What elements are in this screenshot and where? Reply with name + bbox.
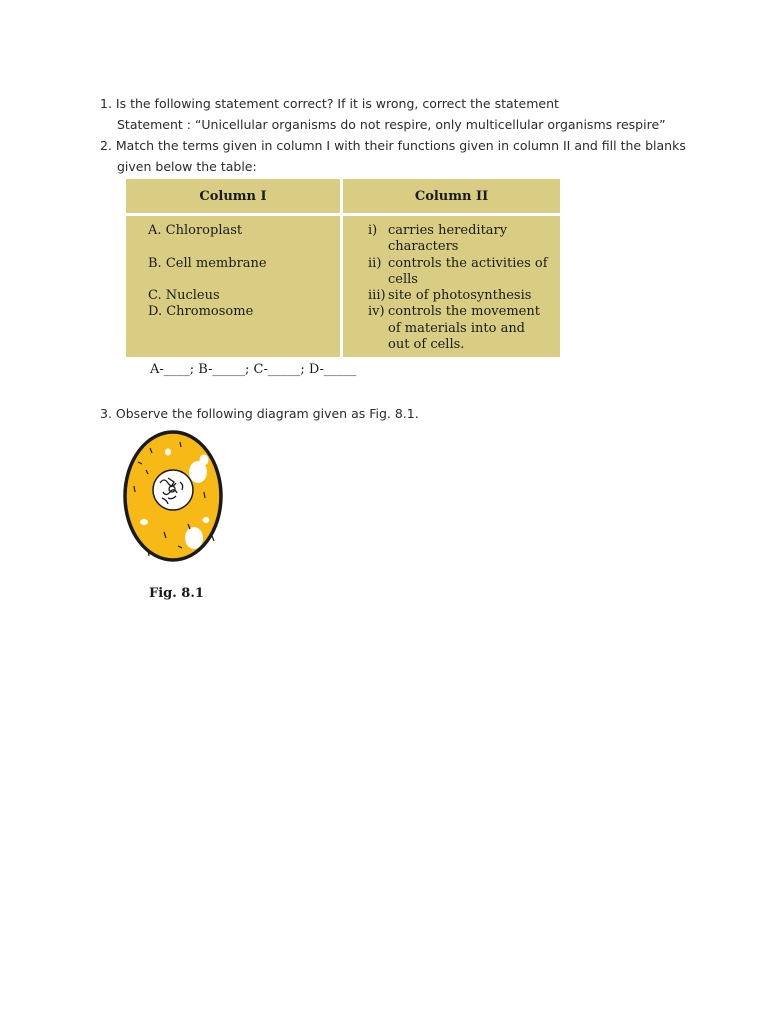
list-item: D. Chromosome <box>148 304 254 320</box>
question-2-text: 2. Match the terms given in column I with their functions given in column II and fill the blanks <box>100 138 686 153</box>
column-1-cell <box>126 215 342 358</box>
question-2-text-cont: given below the table: <box>117 159 257 174</box>
answer-blanks: A-____; B-_____; C-_____; D-_____ <box>150 362 357 377</box>
item-text: site of photosynthesis <box>388 288 532 304</box>
item-number: iv) <box>368 304 385 320</box>
vacuole <box>200 455 209 466</box>
list-item <box>368 288 559 304</box>
question-1 <box>100 93 666 135</box>
vacuole <box>185 527 203 549</box>
item-text: carries hereditary characters <box>388 223 508 255</box>
cell-diagram <box>118 428 230 568</box>
question-2 <box>100 135 686 177</box>
question-1-statement: Statement : “Unicellular organisms do not respire, only multicellular organisms respire” <box>117 117 666 132</box>
list-item: B. Cell membrane <box>148 255 267 271</box>
item-number: i) <box>368 223 378 238</box>
list-item <box>368 256 559 289</box>
vacuole <box>165 449 171 456</box>
list-item <box>368 223 559 256</box>
table-header-row <box>126 179 560 215</box>
figure-caption: Fig. 8.1 <box>149 586 204 601</box>
question-3 <box>100 403 419 424</box>
vacuole <box>203 517 210 523</box>
item-number: iii) <box>368 288 386 304</box>
item-number: ii) <box>368 255 382 271</box>
question-3-text: 3. Observe the following diagram given as Fig. 8.1. <box>100 406 419 421</box>
column-2-header: Column II <box>342 179 561 215</box>
item-text: controls the movement of materials into and out of cells. <box>388 304 540 353</box>
list-item: A. Chloroplast <box>148 223 243 238</box>
vacuole <box>140 519 148 525</box>
column-1-header: Column I <box>126 179 342 215</box>
list-item: C. Nucleus <box>148 288 220 304</box>
question-1-text: 1. Is the following statement correct? If it is wrong, correct the statement <box>100 96 559 111</box>
column-2-cell <box>342 215 561 358</box>
item-text: controls the activities of cells <box>388 255 548 287</box>
list-item <box>368 304 559 353</box>
match-table <box>126 179 560 357</box>
table-row <box>126 215 560 358</box>
